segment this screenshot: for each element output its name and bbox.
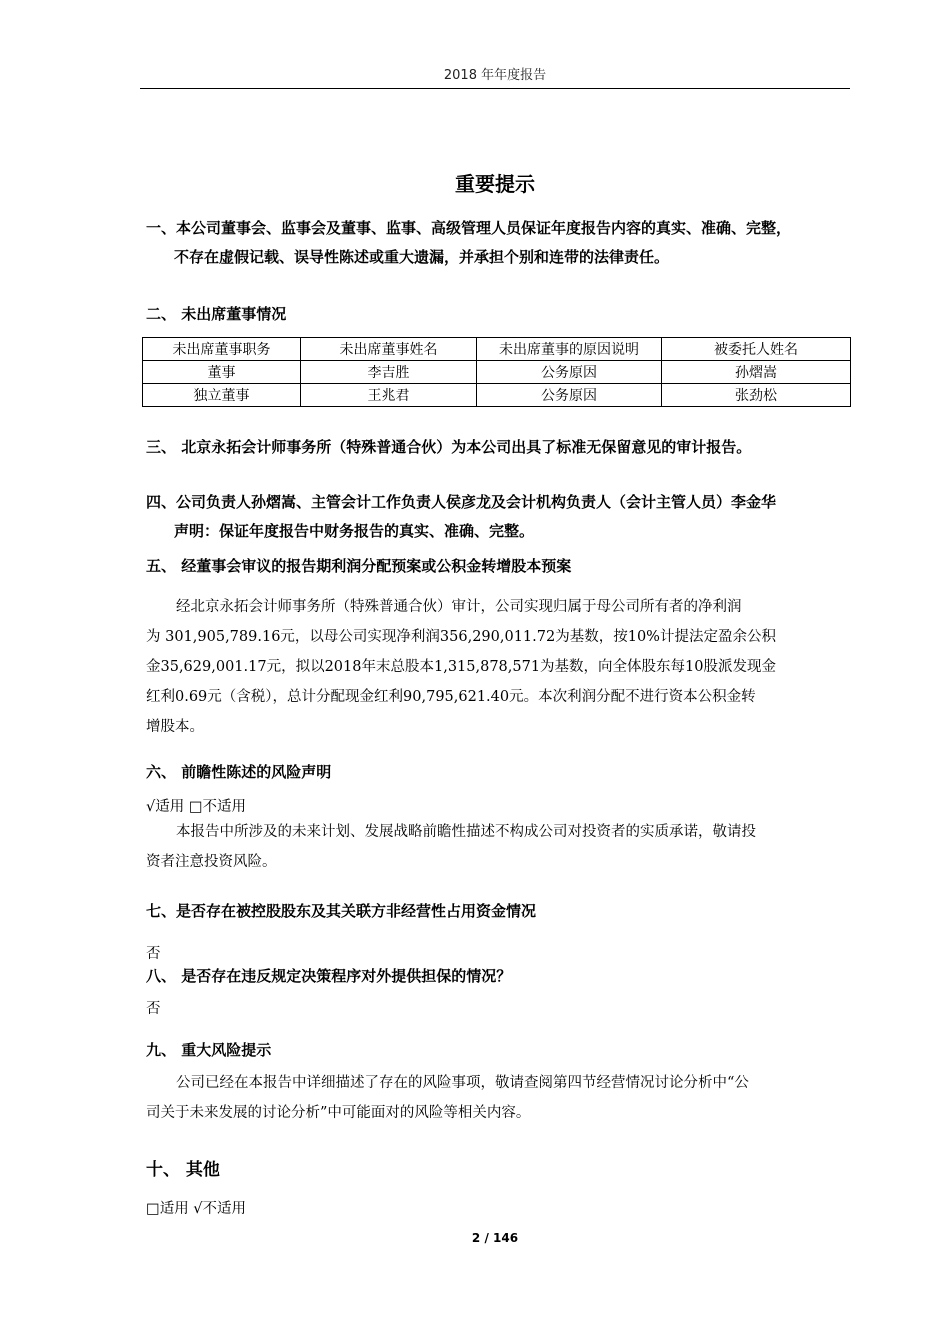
section-6-applicability: √适用 □不适用 — [146, 799, 247, 815]
section-5-body — [146, 592, 850, 742]
section-4 — [146, 488, 850, 546]
table-row — [143, 384, 851, 407]
paragraph-line: 公司已经在本报告中详细描述了存在的风险事项，敬请查阅第四节经营情况讨论分析中“公 — [176, 1075, 749, 1091]
absent-directors-table — [142, 337, 851, 407]
table-cell: 孙熠嵩 — [662, 361, 851, 384]
section-2-heading: 二、 未出席董事情况 — [146, 305, 287, 323]
table-cell: 王兆君 — [301, 384, 477, 407]
section-6-heading: 六、 前瞻性陈述的风险声明 — [146, 763, 332, 781]
page-title: 重要提示 — [455, 172, 535, 196]
section-1-line-2: 不存在虚假记载、误导性陈述或重大遗漏，并承担个别和连带的法律责任。 — [174, 248, 670, 266]
section-8-answer: 否 — [146, 1001, 161, 1017]
table-cell: 独立董事 — [143, 384, 301, 407]
section-6-body — [146, 817, 850, 877]
column-header: 未出席董事职务 — [143, 338, 301, 361]
column-header: 未出席董事的原因说明 — [477, 338, 662, 361]
section-4-line-1: 四、公司负责人孙熠嵩、主管会计工作负责人侯彦龙及会计机构负责人（会计主管人员）李金华 — [146, 493, 777, 511]
section-10-applicability: □适用 √不适用 — [146, 1201, 247, 1217]
header-divider — [140, 88, 850, 89]
section-10-heading: 十、 其他 — [146, 1160, 220, 1180]
section-5-heading: 五、 经董事会审议的报告期利润分配预案或公积金转增股本预案 — [146, 557, 572, 575]
section-4-line-2: 声明：保证年度报告中财务报告的真实、准确、完整。 — [174, 522, 535, 540]
paragraph-line: 本报告中所涉及的未来计划、发展战略前瞻性描述不构成公司对投资者的实质承诺，敬请投 — [176, 824, 756, 840]
table-header-row — [143, 338, 851, 361]
running-header: 2018 年年度报告 — [443, 68, 547, 83]
table-row — [143, 361, 851, 384]
table-cell: 公务原因 — [477, 361, 662, 384]
table-cell: 李吉胜 — [301, 361, 477, 384]
section-9-body — [146, 1068, 850, 1128]
paragraph-line: 红利0.69元（含税），总计分配现金红利90,795,621.40元。本次利润分配不进行资本公积金转 — [146, 689, 756, 705]
section-7-answer: 否 — [146, 946, 161, 962]
paragraph-line: 增股本。 — [146, 719, 204, 735]
section-8-heading: 八、 是否存在违反规定决策程序对外提供担保的情况？ — [146, 967, 512, 985]
column-header: 被委托人姓名 — [662, 338, 851, 361]
paragraph-line: 为 301,905,789.16元，以母公司实现净利润356,290,011.72为基数，按10%计提法定盈余公积 — [146, 629, 776, 645]
section-1-line-1: 一、本公司董事会、监事会及董事、监事、高级管理人员保证年度报告内容的真实、准确、完整， — [146, 219, 792, 237]
page-number: 2 / 146 — [471, 1231, 519, 1245]
paragraph-line: 资者注意投资风险。 — [146, 854, 277, 870]
table-cell: 公务原因 — [477, 384, 662, 407]
table-cell: 董事 — [143, 361, 301, 384]
table-cell: 张劲松 — [662, 384, 851, 407]
section-9-heading: 九、 重大风险提示 — [146, 1041, 272, 1059]
section-1 — [146, 214, 850, 272]
section-3: 三、 北京永拓会计师事务所（特殊普通合伙）为本公司出具了标准无保留意见的审计报告。 — [146, 438, 752, 456]
column-header: 未出席董事姓名 — [301, 338, 477, 361]
paragraph-line: 金35,629,001.17元，拟以2018年末总股本1,315,878,571为基数，向全体股东每10股派发现金 — [146, 659, 777, 675]
section-7-heading: 七、是否存在被控股股东及其关联方非经营性占用资金情况 — [146, 902, 537, 920]
paragraph-line: 司关于未来发展的讨论分析”中可能面对的风险等相关内容。 — [146, 1105, 531, 1121]
paragraph-line: 经北京永拓会计师事务所（特殊普通合伙）审计，公司实现归属于母公司所有者的净利润 — [176, 599, 742, 615]
